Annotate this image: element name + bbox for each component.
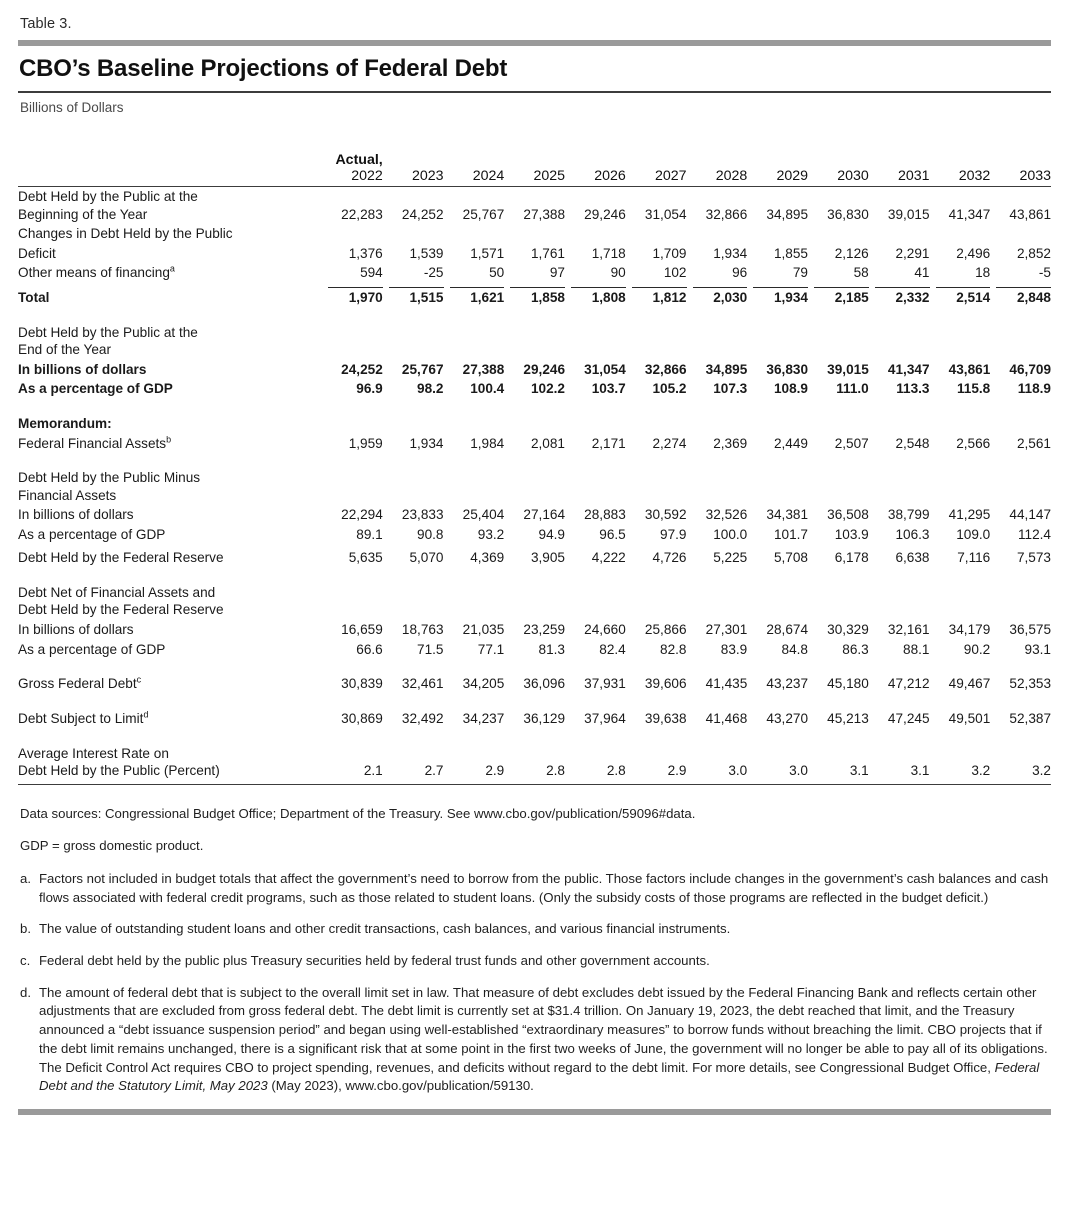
cell-value: 5,635 — [348, 550, 383, 566]
cell-value: 39,015 — [827, 361, 869, 377]
table-row — [18, 709, 1051, 729]
cell-value: 106.3 — [895, 526, 930, 542]
cell-value: 4,726 — [652, 550, 687, 566]
footnote-marker-b: b — [166, 434, 172, 445]
table-notes — [18, 805, 1051, 1096]
cell-value: 36,830 — [766, 361, 808, 377]
cell-value: 28,883 — [584, 507, 626, 523]
row-label-net-header: Debt Net of Financial Assets and Debt Held by the Federal Reserve — [18, 585, 224, 618]
cell-value: 1,718 — [591, 245, 626, 261]
cell-value: 77.1 — [477, 641, 505, 657]
cell-value: 31,054 — [644, 206, 687, 222]
cell-value: 1,959 — [348, 435, 383, 451]
cell-value: 43,270 — [766, 710, 808, 726]
cell-value: 43,861 — [1009, 206, 1051, 222]
column-header-2031: 2031 — [897, 168, 930, 185]
cell-value: 34,179 — [948, 621, 991, 637]
cell-value: 49,501 — [948, 710, 991, 726]
cell-value: 27,388 — [523, 206, 565, 222]
cell-value: 93.1 — [1024, 641, 1051, 657]
cell-value: 25,767 — [401, 361, 444, 377]
row-label-net-billions: In billions of dollars — [18, 621, 134, 637]
cell-value: 41,347 — [887, 361, 930, 377]
cell-value: 2,514 — [956, 290, 991, 306]
footnote-d-publication-title: Federal Debt and the Statutory Limit, May 2023 — [39, 1059, 1040, 1094]
cell-value: 102.2 — [530, 381, 565, 397]
cell-value: 34,895 — [705, 361, 748, 377]
cell-value: 84.8 — [781, 641, 808, 657]
row-label-debt-subject-limit: Debt Subject to Limit$^d$ — [18, 709, 149, 726]
cell-value: 49,467 — [948, 676, 991, 692]
table-row — [18, 583, 1051, 620]
cell-value: 32,492 — [401, 710, 444, 726]
table-row — [18, 187, 1051, 224]
page-title: CBO’s Baseline Projections of Federal Debt — [19, 55, 508, 82]
row-label-debt-end-gdp: As a percentage of GDP — [18, 381, 173, 397]
cell-value: 6,638 — [895, 550, 930, 566]
table-row — [18, 224, 1051, 244]
row-label-debt-end-billions: In billions of dollars — [18, 361, 147, 377]
column-header-2033: 2033 — [1019, 168, 1051, 185]
cell-value: 25,866 — [644, 621, 687, 637]
table-row — [18, 674, 1051, 694]
cell-value: 112.4 — [1017, 526, 1051, 542]
row-label-total: Total — [18, 290, 50, 306]
year-label: 2022 — [351, 168, 383, 185]
cell-value: 1,571 — [470, 245, 505, 261]
column-header-2026: 2026 — [594, 168, 626, 185]
table-row — [18, 263, 1051, 283]
cell-value: 103.9 — [834, 526, 869, 542]
cell-value: 23,833 — [401, 507, 444, 523]
units-label: Billions of Dollars — [20, 100, 124, 115]
cell-value: 79 — [792, 265, 808, 281]
cell-value: 594 — [360, 265, 383, 281]
cell-value: 27,164 — [523, 507, 565, 523]
cell-value: 115.8 — [956, 381, 991, 397]
cell-value: 82.4 — [599, 641, 626, 657]
cell-value: 27,388 — [462, 361, 505, 377]
table-row — [18, 323, 1051, 360]
cell-value: 94.9 — [538, 526, 565, 542]
cell-value: 100.0 — [713, 526, 748, 542]
cell-value: 24,252 — [341, 361, 383, 377]
footnote-c-text: Federal debt held by the public plus Treasury securities held by federal trust funds and other government accounts. — [39, 952, 710, 968]
cell-value: 2.9 — [485, 762, 505, 778]
cell-value: 108.9 — [773, 381, 808, 397]
table-row — [18, 414, 1051, 434]
footnote-a — [20, 870, 1051, 907]
cell-value: 1,539 — [409, 245, 444, 261]
cell-value: 100.4 — [470, 381, 505, 397]
cell-value: 90.2 — [963, 641, 991, 657]
cell-value: 39,606 — [644, 676, 687, 692]
spacer-row — [18, 453, 1051, 468]
footnote-d-text-part2: (May 2023), www.cbo.gov/publication/59130. — [267, 1078, 534, 1094]
cell-value: 30,329 — [827, 621, 869, 637]
cell-value: 6,178 — [834, 550, 869, 566]
footnote-a-marker: a. — [20, 870, 31, 886]
table-row — [18, 525, 1051, 545]
cell-value: 24,660 — [584, 621, 626, 637]
cell-value: 2.1 — [363, 762, 383, 778]
cell-value: 24,252 — [401, 206, 444, 222]
cell-value: 41,295 — [948, 507, 991, 523]
cell-value: 2,030 — [713, 290, 748, 306]
cell-value: 47,245 — [887, 710, 930, 726]
cell-value: 105.2 — [652, 381, 687, 397]
cell-value: 97 — [549, 265, 565, 281]
cell-value: 3.1 — [849, 762, 869, 778]
cell-value: 39,015 — [887, 206, 930, 222]
cell-value: 34,205 — [462, 676, 505, 692]
cell-value: 2.7 — [424, 762, 444, 778]
cell-value: 3.0 — [789, 762, 808, 778]
row-label-federal-financial-assets: Federal Financial Assets$^b$ — [18, 434, 172, 451]
cell-value: 23,259 — [523, 621, 565, 637]
cell-value: 41,347 — [948, 206, 991, 222]
row-label-minus-assets-billions: In billions of dollars — [18, 507, 134, 523]
cell-value: 96.5 — [599, 526, 626, 542]
cell-value: 28,674 — [766, 621, 808, 637]
cell-value: 113.3 — [896, 381, 930, 397]
cell-value: 18 — [975, 265, 991, 281]
cell-value: 5,708 — [773, 550, 808, 566]
cell-value: 2,848 — [1016, 290, 1051, 306]
footnote-marker-a: a — [169, 263, 175, 274]
cell-value: 31,054 — [584, 361, 626, 377]
cell-value: 96 — [732, 265, 748, 281]
row-label-changes-header: Changes in Debt Held by the Public — [18, 226, 233, 242]
footnote-d — [20, 984, 1051, 1096]
footnote-b — [20, 920, 1051, 939]
header-blank-cell — [18, 153, 322, 184]
cell-value: 32,526 — [705, 507, 748, 523]
cell-value: 98.2 — [417, 381, 444, 397]
cell-value: 1,934 — [409, 435, 444, 451]
cell-value: 36,129 — [523, 710, 565, 726]
cell-value: 71.5 — [417, 641, 444, 657]
table-header-row — [18, 153, 1051, 184]
cell-value: 2,126 — [834, 245, 869, 261]
cell-value: 2,171 — [591, 435, 626, 451]
row-label-debt-beginning: Debt Held by the Public at the Beginning of the Year — [18, 189, 198, 222]
cell-value: 41,435 — [705, 676, 748, 692]
cell-value: 34,381 — [766, 507, 808, 523]
cell-value: 2,566 — [956, 435, 991, 451]
cell-value: 43,237 — [766, 676, 808, 692]
cell-value: 7,116 — [957, 550, 991, 566]
cell-value: 36,830 — [827, 206, 869, 222]
cell-value: 1,376 — [348, 245, 383, 261]
cell-value: 97.9 — [660, 526, 687, 542]
cell-value: 3.2 — [971, 762, 991, 778]
cell-value: 96.9 — [356, 381, 383, 397]
column-header-2029: 2029 — [776, 168, 808, 185]
cell-value: 1,761 — [530, 245, 565, 261]
cell-value: 32,866 — [644, 361, 687, 377]
cell-value: 93.2 — [477, 526, 505, 542]
cell-value: 5,070 — [409, 550, 444, 566]
cell-value: -5 — [1038, 265, 1051, 281]
footnote-marker-c: c — [136, 674, 142, 685]
cell-value: 1,984 — [470, 435, 505, 451]
cell-value: 30,869 — [341, 710, 383, 726]
row-label-other-means: Other means of financing$^a$ — [18, 263, 175, 281]
cell-value: 82.8 — [660, 641, 687, 657]
cell-value: 36,096 — [523, 676, 565, 692]
footnote-c — [20, 952, 1051, 971]
cell-value: 2,561 — [1016, 435, 1051, 451]
cell-value: 37,931 — [584, 676, 626, 692]
cell-value: 16,659 — [341, 621, 383, 637]
cell-value: 2,332 — [895, 290, 930, 306]
row-label-minus-assets-gdp: As a percentage of GDP — [18, 526, 166, 542]
cell-value: 36,575 — [1009, 621, 1051, 637]
cell-value: 2.8 — [606, 762, 626, 778]
column-header-2024: 2024 — [472, 168, 505, 185]
spacer-row — [18, 308, 1051, 323]
gdp-definition-note: GDP = gross domestic product. — [20, 838, 204, 854]
cell-value: 32,161 — [887, 621, 930, 637]
cell-value: 3.2 — [1032, 762, 1051, 778]
cell-value: 58 — [853, 265, 869, 281]
row-label-deficit: Deficit — [18, 245, 56, 261]
cell-value: 47,212 — [887, 676, 930, 692]
cell-value: 2,496 — [956, 245, 991, 261]
cell-value: 1,709 — [652, 245, 687, 261]
cell-value: 2,449 — [773, 435, 808, 451]
cell-value: 2.8 — [546, 762, 565, 778]
cell-value: 111.0 — [836, 381, 869, 397]
cell-value: 2,081 — [530, 435, 565, 451]
cell-value: 102 — [663, 265, 687, 281]
cell-value: 88.1 — [903, 641, 930, 657]
cell-value: 39,638 — [644, 710, 687, 726]
table-row — [18, 744, 1051, 781]
cell-value: 52,387 — [1009, 710, 1051, 726]
cell-value: 18,763 — [401, 621, 444, 637]
cell-value: 22,294 — [341, 507, 383, 523]
cell-value: 29,246 — [523, 361, 565, 377]
cell-value: 2,291 — [895, 245, 930, 261]
cell-value: 32,866 — [705, 206, 748, 222]
footnote-a-text: Factors not included in budget totals that affect the government’s need to borrow from the public. Those factors include changes in the government’s cash balances and cash flows associated with federal credit programs, such as those related to student loans. (Only the subsidy costs of those programs are reflected in the budget deficit.) — [39, 870, 1049, 905]
spacer-row — [18, 568, 1051, 583]
cell-value: -25 — [423, 265, 444, 281]
cell-value: 30,839 — [341, 676, 383, 692]
row-label-memorandum: Memorandum: — [18, 415, 112, 431]
row-label-gross-federal-debt: Gross Federal Debt$^c$ — [18, 674, 142, 692]
cell-value: 34,237 — [462, 710, 505, 726]
spacer-row — [18, 399, 1051, 414]
footnote-c-marker: c. — [20, 952, 31, 968]
footnote-marker-d: d — [143, 709, 149, 720]
cell-value: 4,222 — [591, 550, 626, 566]
footnote-d-text — [39, 984, 1051, 1096]
cell-value: 2,185 — [834, 290, 869, 306]
cell-value: 86.3 — [842, 641, 869, 657]
table-row — [18, 620, 1051, 640]
spacer-row — [18, 729, 1051, 744]
cell-value: 2,548 — [895, 435, 930, 451]
cell-value: 90.8 — [417, 526, 444, 542]
cell-value: 3,905 — [530, 550, 565, 566]
column-header-2027: 2027 — [654, 168, 687, 185]
cell-value: 81.3 — [538, 641, 565, 657]
cell-value: 103.7 — [591, 381, 626, 397]
column-header-2022 — [322, 153, 383, 184]
row-label-net-gdp: As a percentage of GDP — [18, 641, 166, 657]
cell-value: 3.1 — [910, 762, 930, 778]
footnote-b-text: The value of outstanding student loans and other credit transactions, cash balances, and various financial instruments. — [39, 921, 731, 937]
cell-value: 25,404 — [462, 507, 505, 523]
cell-value: 7,573 — [1016, 550, 1051, 566]
row-label-debt-end-header: Debt Held by the Public at the End of the Year — [18, 324, 198, 358]
cell-value: 2,274 — [652, 435, 687, 451]
cell-value: 1,808 — [591, 290, 626, 306]
row-label-avg-interest-rate: Average Interest Rate on Debt Held by the Public (Percent) — [18, 745, 220, 778]
footnote-d-text-part1: The amount of federal debt that is subject to the overall limit set in law. That measure of debt excludes debt issued by the Federal Financing Bank and reflects certain other adjustments that are excluded from gross federal debt. The debt limit is currently set at $31.4 trillion. On January 19, 2023, the debt reached that limit, and the Treasury announced a “debt issuance suspension period” and began using well-established “extraordinary measures” to borrow funds without breaching the limit. CBO projects that if the debt limit remains unchanged, there is a significant risk that at some point in the first two weeks of June, the government will no longer be able to pay all of its obligations. The Deficit Control Act requires CBO to project spending, revenues, and deficits without regard to the debt limit. For more details, see Congressional Budget Office, — [39, 984, 1048, 1075]
top-gray-rule — [18, 40, 1051, 46]
cell-value: 109.0 — [956, 526, 991, 542]
cell-value: 5,225 — [713, 550, 748, 566]
cell-value: 34,895 — [766, 206, 808, 222]
row-label-fed-reserve: Debt Held by the Federal Reserve — [18, 550, 224, 566]
cell-value: 30,592 — [644, 507, 687, 523]
table-row — [18, 244, 1051, 264]
column-header-2028: 2028 — [715, 168, 748, 185]
cell-value: 38,799 — [887, 507, 930, 523]
data-sources-note: Data sources: Congressional Budget Office; Department of the Treasury. See www.cbo.gov/publication/59096#data. — [20, 806, 696, 822]
table-row — [18, 434, 1051, 454]
cell-value: 27,301 — [705, 621, 748, 637]
table-row — [18, 288, 1051, 308]
column-header-2030: 2030 — [837, 168, 869, 185]
cell-value: 1,970 — [348, 290, 383, 306]
cell-value: 25,767 — [462, 206, 505, 222]
row-label-minus-assets-header: Debt Held by the Public Minus Financial Assets — [18, 470, 201, 503]
cell-value: 89.1 — [356, 526, 383, 542]
cell-value: 41,468 — [705, 710, 748, 726]
table-row — [18, 379, 1051, 399]
table-row — [18, 505, 1051, 525]
cell-value: 2,852 — [1016, 245, 1051, 261]
cell-value: 21,035 — [462, 621, 505, 637]
table-row — [18, 360, 1051, 380]
cell-value: 46,709 — [1009, 361, 1051, 377]
title-underline-rule — [18, 91, 1051, 93]
actual-word-label: Actual, — [335, 152, 383, 168]
cell-value: 3.0 — [728, 762, 748, 778]
cell-value: 66.6 — [356, 641, 383, 657]
column-header-2025: 2025 — [533, 168, 565, 185]
cell-value: 107.3 — [713, 381, 748, 397]
cell-value: 41 — [914, 265, 930, 281]
table-number-label: Table 3. — [20, 16, 72, 32]
cell-value: 22,283 — [341, 206, 383, 222]
federal-debt-projections-table — [18, 153, 1051, 788]
cell-value: 101.7 — [773, 526, 808, 542]
cell-value: 1,812 — [652, 290, 687, 306]
cell-value: 83.9 — [720, 641, 748, 657]
cell-value: 52,353 — [1009, 676, 1051, 692]
cell-value: 37,964 — [584, 710, 626, 726]
cell-value: 1,515 — [409, 290, 444, 306]
cell-value: 36,508 — [827, 507, 869, 523]
cell-value: 118.9 — [1017, 381, 1051, 397]
cell-value: 1,934 — [773, 290, 808, 306]
cell-value: 2.9 — [667, 762, 687, 778]
footnote-d-marker: d. — [20, 984, 31, 1000]
cell-value: 1,934 — [713, 245, 748, 261]
spacer-row — [18, 659, 1051, 674]
table-row — [18, 640, 1051, 660]
cell-value: 1,855 — [773, 245, 808, 261]
cell-value: 45,180 — [827, 676, 869, 692]
cell-value: 1,621 — [470, 290, 505, 306]
column-header-2023: 2023 — [411, 168, 444, 185]
bottom-gray-rule — [18, 1109, 1051, 1115]
table-row — [18, 468, 1051, 505]
table-bottom-rule — [18, 785, 1051, 789]
cell-value: 1,858 — [530, 290, 565, 306]
footnote-b-marker: b. — [20, 921, 31, 937]
cell-value: 43,861 — [948, 361, 991, 377]
cell-value: 44,147 — [1009, 507, 1051, 523]
cell-value: 50 — [489, 265, 505, 281]
table-row — [18, 548, 1051, 568]
cell-value: 32,461 — [401, 676, 444, 692]
cell-value: 29,246 — [584, 206, 626, 222]
spacer-row — [18, 694, 1051, 709]
cell-value: 90 — [610, 265, 626, 281]
column-header-2032: 2032 — [958, 168, 991, 185]
cell-value: 4,369 — [470, 550, 505, 566]
cell-value: 45,213 — [827, 710, 869, 726]
cell-value: 2,369 — [713, 435, 748, 451]
cell-value: 2,507 — [834, 435, 869, 451]
